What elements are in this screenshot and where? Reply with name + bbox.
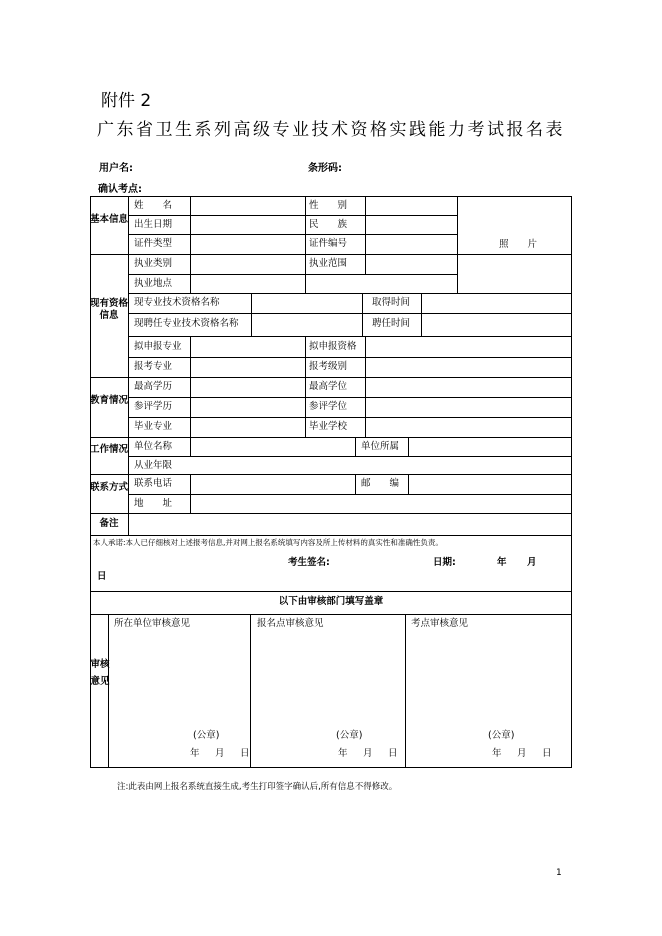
month-label: 月 [527, 557, 537, 568]
section-education: 教育情况 [90, 395, 129, 406]
date-label: 日期: [433, 557, 456, 568]
practice-place-label: 执业地点 [134, 278, 173, 289]
id-type-label: 证件类型 [134, 238, 173, 249]
name-label: 姓 名 [134, 200, 173, 211]
eval-degree-label: 参评学位 [309, 401, 348, 412]
footnote: 注:此表由网上报名系统直接生成,考生打印签字确认后,所有信息不得修改。 [117, 782, 398, 792]
unit-date-line: 年 月 日 [190, 748, 253, 759]
practice-type-label: 执业类别 [134, 258, 173, 269]
day-label: 日 [97, 571, 107, 582]
barcode-label: 条形码: [308, 163, 342, 174]
review-banner: 以下由审核部门填写盖章 [278, 596, 384, 607]
highest-education-label: 最高学历 [134, 381, 173, 392]
signature-label: 考生签名: [288, 557, 330, 568]
section-contact: 联系方式 [90, 482, 129, 493]
page-number: 1 [556, 868, 562, 878]
obtained-time-label: 取得时间 [372, 297, 411, 308]
affiliation-label: 单位所属 [361, 441, 400, 452]
birth-date-label: 出生日期 [134, 219, 173, 230]
site-seal: (公章) [336, 730, 363, 741]
id-number-label: 证件编号 [309, 238, 348, 249]
site-date-line: 年 月 日 [338, 748, 401, 759]
registration-form-table [90, 196, 572, 768]
site-review-label: 报名点审核意见 [257, 618, 324, 629]
years-employed-label: 从业年限 [134, 460, 173, 471]
exam-site-seal: (公章) [488, 730, 515, 741]
pledge-text: 本人承诺:本人已仔细核对上述报考信息,并对网上报名系统填写内容及所上传材料的真实性和准确性负责。 [93, 538, 443, 547]
exam-site-label: 确认考点: [98, 184, 142, 195]
section-remarks: 备注 [99, 518, 119, 529]
appointed-time-label: 聘任时间 [372, 318, 411, 329]
username-label: 用户名: [99, 163, 133, 174]
current-title-label: 现专业技术资格名称 [134, 297, 220, 308]
exam-level-label: 报考级别 [309, 361, 348, 372]
apply-major-label: 拟申报专业 [134, 341, 182, 352]
attachment-label: 附件 2 [101, 91, 152, 111]
review-label: 审核意见 [90, 659, 110, 687]
section-basic-info: 基本信息 [90, 214, 129, 225]
exam-major-label: 报考专业 [134, 361, 173, 372]
unit-review-label: 所在单位审核意见 [114, 618, 191, 629]
eval-education-label: 参评学历 [134, 401, 173, 412]
appointed-title-label: 现聘任专业技术资格名称 [134, 318, 239, 329]
address-label: 地 址 [134, 498, 173, 509]
section-qualification-info: 现有资格信息 [90, 298, 129, 321]
page-title: 广东省卫生系列高级专业技术资格实践能力考试报名表 [97, 120, 565, 140]
practice-scope-label: 执业范围 [309, 258, 348, 269]
exam-site-review-label: 考点审核意见 [411, 618, 469, 629]
phone-label: 联系电话 [134, 478, 173, 489]
photo-placeholder: 照 片 [499, 239, 538, 250]
employer-label: 单位名称 [134, 441, 173, 452]
ethnicity-label: 民 族 [309, 219, 348, 230]
section-work: 工作情况 [90, 444, 129, 455]
postcode-label: 邮 编 [361, 478, 400, 489]
highest-degree-label: 最高学位 [309, 381, 348, 392]
exam-site-date-line: 年 月 日 [492, 748, 555, 759]
grad-school-label: 毕业学校 [309, 421, 348, 432]
unit-seal: (公章) [193, 730, 220, 741]
gender-label: 性 别 [309, 200, 348, 211]
apply-qualification-label: 拟申报资格 [309, 341, 357, 352]
year-label: 年 [497, 557, 507, 568]
grad-major-label: 毕业专业 [134, 421, 173, 432]
